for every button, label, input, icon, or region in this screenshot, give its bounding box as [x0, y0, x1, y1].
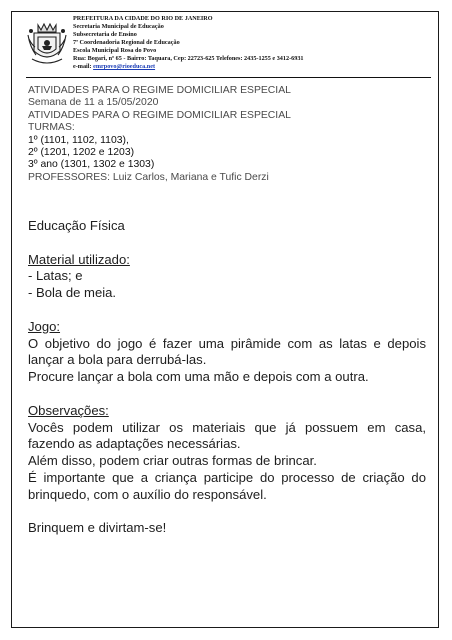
material-heading: Material utilizado: — [28, 251, 130, 267]
activity-info — [28, 85, 428, 184]
meta-class-3: 3º ano (1301, 1302 e 1303) — [28, 159, 155, 171]
activity-content — [28, 218, 426, 537]
observation-other-ways: Além disso, podem criar outras formas de brincar. — [28, 453, 317, 469]
meta-week: Semana de 11 a 15/05/2020 — [28, 97, 159, 109]
letterhead-text — [73, 15, 304, 71]
meta-teachers: PROFESSORES: Luiz Carlos, Mariana e Tufic Derzi — [28, 171, 269, 183]
meta-title-repeat: ATIVIDADES PARA O REGIME DOMICILIAR ESPECIAL — [28, 109, 291, 121]
game-objective: O objetivo do jogo é fazer uma pirâmide com as latas e depois lançar a bola para derrubá-las. — [28, 335, 426, 368]
subject-title: Educação Física — [28, 218, 125, 233]
header-email-line — [73, 63, 304, 71]
header-subsecretariat: Subsecretaria de Ensino — [73, 31, 137, 38]
email-label: e-mail: — [73, 63, 92, 70]
material-item: - Bola de meia. — [28, 285, 117, 301]
city-coat-of-arms-icon — [26, 19, 68, 67]
header-city: PREFEITURA DA CIDADE DO RIO DE JANEIRO — [73, 15, 213, 22]
material-item: - Latas; e — [28, 268, 83, 284]
header-school: Escola Municipal Rosa do Povo — [73, 47, 157, 54]
header-secretariat: Secretaria Municipal de Educação — [73, 23, 164, 30]
header-coordination: 7ª Coordenadoria Regional de Educação — [73, 39, 180, 46]
meta-class-2: 2º (1201, 1202 e 1203) — [28, 147, 135, 159]
meta-class-1: 1º (1101, 1102, 1103), — [28, 134, 129, 146]
observation-participation: É importante que a criança participe do processo de criação do brinquedo, com o auxílio do responsável. — [28, 469, 426, 502]
closing-message: Brinquem e divirtam-se! — [28, 520, 167, 536]
letterhead — [26, 15, 431, 78]
meta-title: ATIVIDADES PARA O REGIME DOMICILIAR ESPECIAL — [28, 85, 291, 96]
game-heading: Jogo: — [28, 318, 61, 334]
observation-materials: Vocês podem utilizar os materiais que já possuem em casa, fazendo as adaptações necessárias. — [28, 419, 426, 452]
meta-classes-label: TURMAS: — [28, 122, 75, 134]
observations-heading: Observações: — [28, 402, 109, 418]
game-instruction: Procure lançar a bola com uma mão e depois com a outra. — [28, 369, 369, 385]
email-link[interactable]: emrpovo@rioeduca.net — [93, 63, 156, 70]
header-address: Rua: Bogari, nº 65 - Bairro: Taquara, Cep: 22723-625 Telefones: 2435-1255 e 3412-6931 — [73, 55, 304, 62]
header-divider — [26, 77, 431, 78]
